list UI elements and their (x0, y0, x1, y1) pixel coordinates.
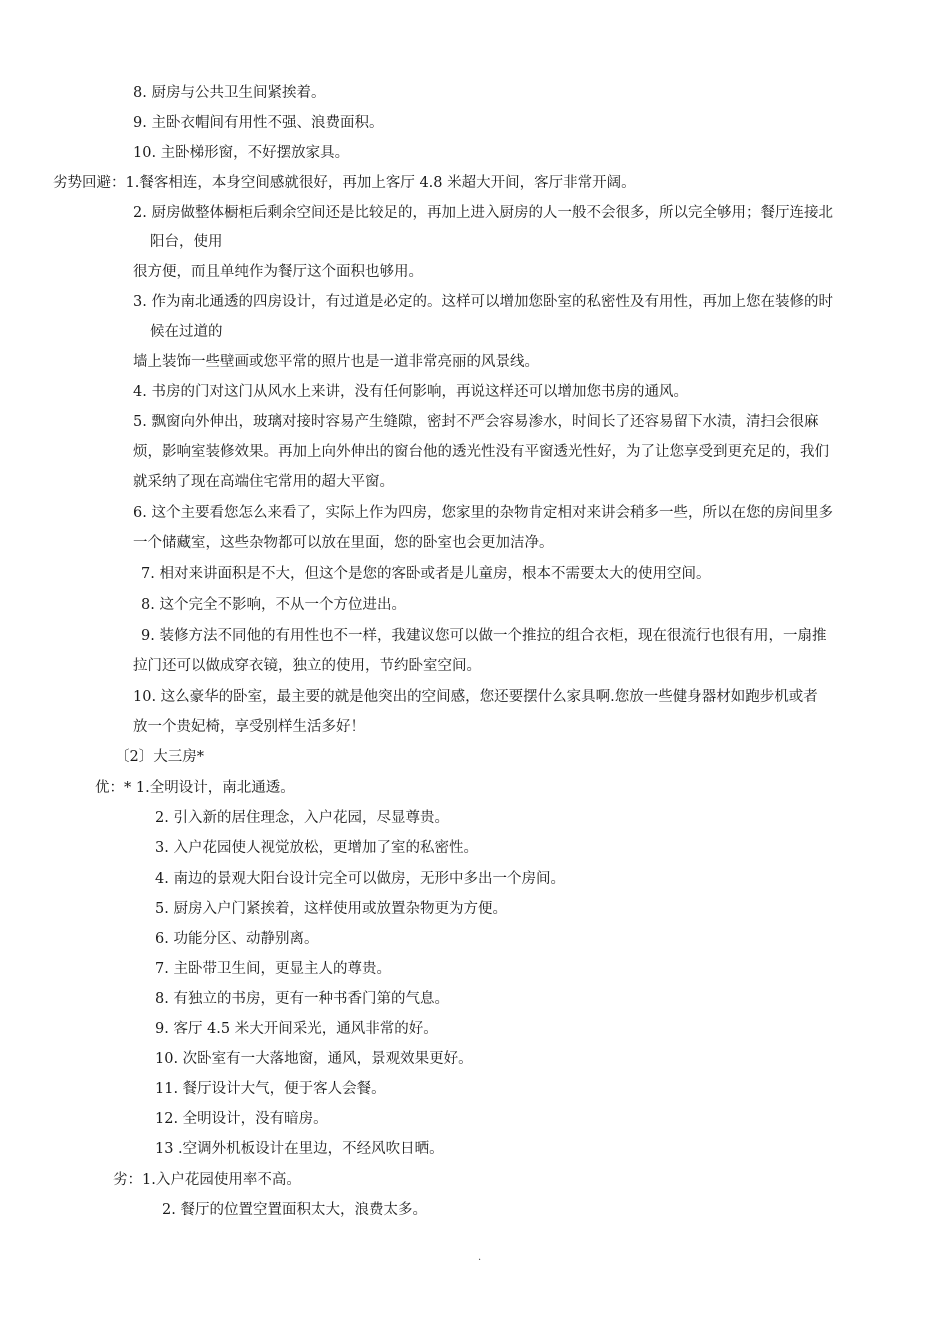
text-line: 阳台，使用 (150, 234, 223, 250)
text-line: 3. 作为南北通透的四房设计，有过道是必定的。这样可以增加您卧室的私密性及有用性，再加上您在装修的时 (133, 294, 833, 310)
text-line: 6. 这个主要看您怎么来看了，实际上作为四房，您家里的杂物肯定相对来讲会稍多一些，所以在您的房间里多 (133, 505, 833, 521)
text-line: 拉门还可以做成穿衣镜，独立的使用，节约卧室空间。 (133, 658, 481, 674)
text-line: 就采纳了现在高端住宅常用的超大平窗。 (133, 474, 394, 490)
text-line: 9. 装修方法不同他的有用性也不一样，我建议您可以做一个推拉的组合衣柜，现在很流行也很有用，一扇推 (141, 628, 827, 644)
text-line: 7. 主卧带卫生间，更显主人的尊贵。 (155, 961, 391, 977)
text-line: 6. 功能分区、动静别离。 (155, 931, 319, 947)
text-line: 2. 厨房做整体橱柜后剩余空间还是比较足的，再加上进入厨房的人一般不会很多，所以完全够用；餐厅连接北 (133, 205, 833, 221)
text-line: 10. 次卧室有一大落地窗，通风，景观效果更好。 (155, 1051, 473, 1067)
text-line: 10. 这么豪华的卧室，最主要的就是他突出的空间感，您还要摆什么家具啊.您放一些健身器材如跑步机或者 (133, 689, 818, 705)
text-line: 12. 全明设计，没有暗房。 (155, 1111, 328, 1127)
text-line: 4. 书房的门对这门从风水上来讲，没有任何影响，再说这样还可以增加您书房的通风。 (133, 384, 688, 400)
text-line: 墙上装饰一些壁画或您平常的照片也是一道非常亮丽的风景线。 (133, 354, 539, 370)
text-line: 5. 厨房入户门紧挨着，这样使用或放置杂物更为方便。 (155, 901, 507, 917)
text-line: 5. 飘窗向外伸出，玻璃对接时容易产生缝隙，密封不严会容易渗水，时间长了还容易留下水渍，清扫会很麻 (133, 414, 819, 430)
text-line: 13 .空调外机板设计在里边，不经风吹日晒。 (155, 1141, 444, 1157)
text-line: 一个储藏室，这些杂物都可以放在里面，您的卧室也会更加洁净。 (133, 535, 554, 551)
text-line: 7. 相对来讲面积是不大，但这个是您的客卧或者是儿童房，根本不需要太大的使用空间。 (141, 566, 711, 582)
text-line: 放一个贵妃椅，享受别样生活多好！ (133, 719, 365, 735)
text-line: 4. 南边的景观大阳台设计完全可以做房，无形中多出一个房间。 (155, 871, 565, 887)
text-line: 8. 这个完全不影响，不从一个方位进出。 (141, 597, 406, 613)
text-line: 优：* 1.全明设计，南北通透。 (95, 780, 295, 796)
text-line: 很方便，而且单纯作为餐厅这个面积也够用。 (133, 264, 423, 280)
text-line: 8. 有独立的书房，更有一种书香门第的气息。 (155, 991, 449, 1007)
text-line: 劣势回避：1.餐客相连，本身空间感就很好，再加上客厅 4.8 米超大开间，客厅非常开阔。 (53, 175, 636, 191)
text-line: 3. 入户花园使人视觉放松，更增加了室的私密性。 (155, 840, 478, 856)
text-line: 10. 主卧梯形窗，不好摆放家具。 (133, 145, 350, 161)
text-line: 2. 引入新的居住理念，入户花园，尽显尊贵。 (155, 810, 449, 826)
text-line: 烦，影响室装修效果。再加上向外伸出的窗台他的透光性没有平窗透光性好，为了让您享受到更充足的，我们 (133, 444, 829, 460)
text-line: 2. 餐厅的位置空置面积太大，浪费太多。 (162, 1202, 427, 1218)
text-line: 9. 客厅 4.5 米大开间采光，通风非常的好。 (155, 1021, 438, 1037)
text-line: 9. 主卧衣帽间有用性不强、浪费面积。 (133, 115, 384, 131)
section-heading: 〔2〕大三房* (115, 749, 204, 765)
text-line: 劣：1.入户花园使用率不高。 (113, 1172, 301, 1188)
footer-mark: . (478, 1252, 482, 1263)
text-line: 8. 厨房与公共卫生间紧挨着。 (133, 85, 326, 101)
text-line: 候在过道的 (150, 324, 223, 340)
text-line: 11. 餐厅设计大气，便于客人会餐。 (155, 1081, 386, 1097)
